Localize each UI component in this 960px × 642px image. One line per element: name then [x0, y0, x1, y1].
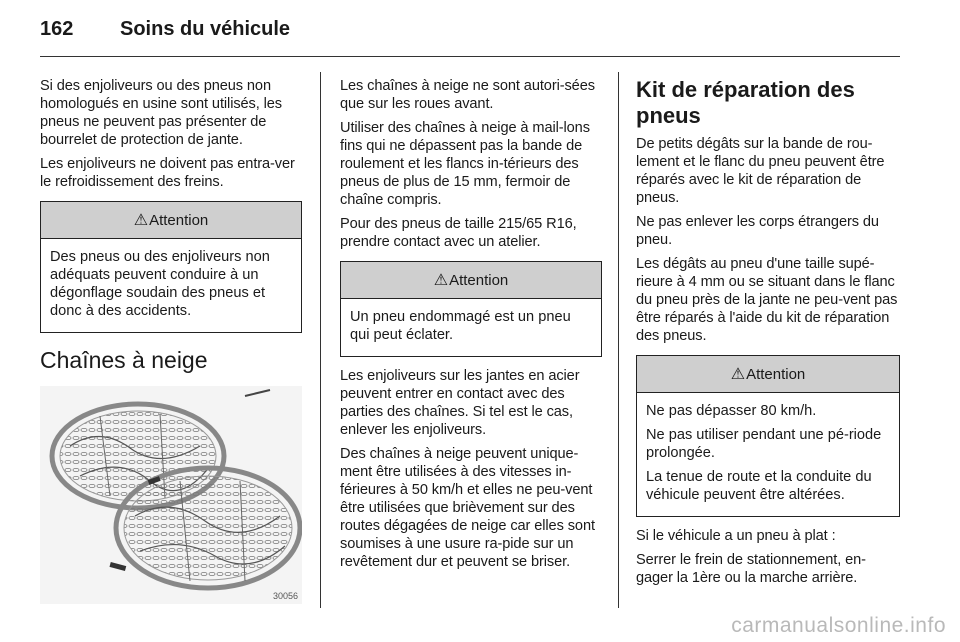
attention-text: Des pneus ou des enjoliveurs non adéquats peuvent conduire à un dégonflage soudain des pneus et donc à des accidents. [50, 249, 270, 319]
attention-box [340, 261, 602, 357]
header-divider [40, 56, 900, 57]
paragraph: Les chaînes à neige ne sont autori-sées que sur les roues avant. [340, 78, 595, 112]
column-1 [40, 77, 302, 604]
attention-text: Ne pas dépasser 80 km/h. [646, 403, 817, 419]
paragraph: Des chaînes à neige peuvent unique-ment être utilisées à des vitesses in-férieures à 50 km/h et elles ne peu-vent être utilisées que brièvement sur des routes dégagées de neige car elles sont soumises à une usure ra-pide sur un revêtement dur et peuvent se briser. [340, 446, 595, 570]
paragraph: Si le véhicule a un pneu à plat : [636, 528, 836, 544]
attention-body [637, 393, 899, 516]
paragraph: Les dégâts au pneu d'une taille supé-rieure à 4 mm ou se situant dans le flanc du pneu près de la jante ne peu-vent pas être réparés à l'aide du kit de réparation des pneus. [636, 256, 898, 344]
attention-box [40, 201, 302, 333]
column-2 [340, 77, 602, 577]
attention-label: Attention [149, 211, 209, 229]
paragraph: Pour des pneus de taille 215/65 R16, prendre contact avec un atelier. [340, 216, 577, 250]
warning-triangle-icon: ⚠ [730, 366, 746, 383]
column-3 [636, 77, 900, 593]
attention-box [636, 355, 900, 517]
attention-body [41, 239, 301, 332]
attention-label: Attention [746, 365, 806, 383]
warning-triangle-icon: ⚠ [433, 272, 449, 289]
page-title: Soins du véhicule [120, 18, 291, 40]
snow-chain-drawing [40, 386, 302, 604]
paragraph: Ne pas enlever les corps étrangers du pneu. [636, 214, 879, 248]
watermark: carmanualsonline.info [731, 614, 946, 637]
page-header [40, 18, 290, 50]
paragraph: De petits dégâts sur la bande de rou-lement et le flanc du pneu peuvent être réparés avec le kit de réparation de pneus. [636, 136, 885, 206]
paragraph: Utiliser des chaînes à neige à mail-lons fins qui ne dépassent pas la bande de roulement et les flancs in-térieurs des pneus de plus de 15 mm, fermoir de chaîne compris. [340, 120, 590, 208]
paragraph: Si des enjoliveurs ou des pneus non homologués en usine sont utilisés, les pneus ne peuvent pas présenter de bourrelet de protection de jante. [40, 78, 283, 148]
attention-label: Attention [449, 271, 509, 289]
attention-header [341, 262, 601, 299]
paragraph: Serrer le frein de stationnement, en-gager la 1ère ou la marche arrière. [636, 552, 866, 586]
paragraph: Les enjoliveurs sur les jantes en acier peuvent entrer en contact avec des parties des chaînes. Si tel est le cas, enlever les enjoliveurs. [340, 368, 580, 438]
page-number: 162 [40, 18, 74, 40]
column-divider-2 [618, 72, 619, 608]
section-heading-snow-chains: Chaînes à neige [40, 347, 208, 373]
attention-body [341, 299, 601, 356]
figure-number: 30056 [272, 591, 298, 601]
warning-triangle-icon: ⚠ [133, 212, 149, 229]
attention-header [41, 202, 301, 239]
attention-text: Ne pas utiliser pendant une pé-riode prolongée. [646, 427, 882, 461]
section-heading-tire-repair-kit: Kit de réparation des pneus [636, 77, 855, 128]
paragraph: Les enjoliveurs ne doivent pas entra-ver le refroidissement des freins. [40, 156, 295, 190]
attention-text: La tenue de route et la conduite du véhicule peuvent être altérées. [646, 469, 872, 503]
attention-header [637, 356, 899, 393]
attention-text: Un pneu endommagé est un pneu qui peut éclater. [350, 309, 571, 343]
snow-chain-illustration [40, 386, 302, 604]
column-divider-1 [320, 72, 321, 608]
